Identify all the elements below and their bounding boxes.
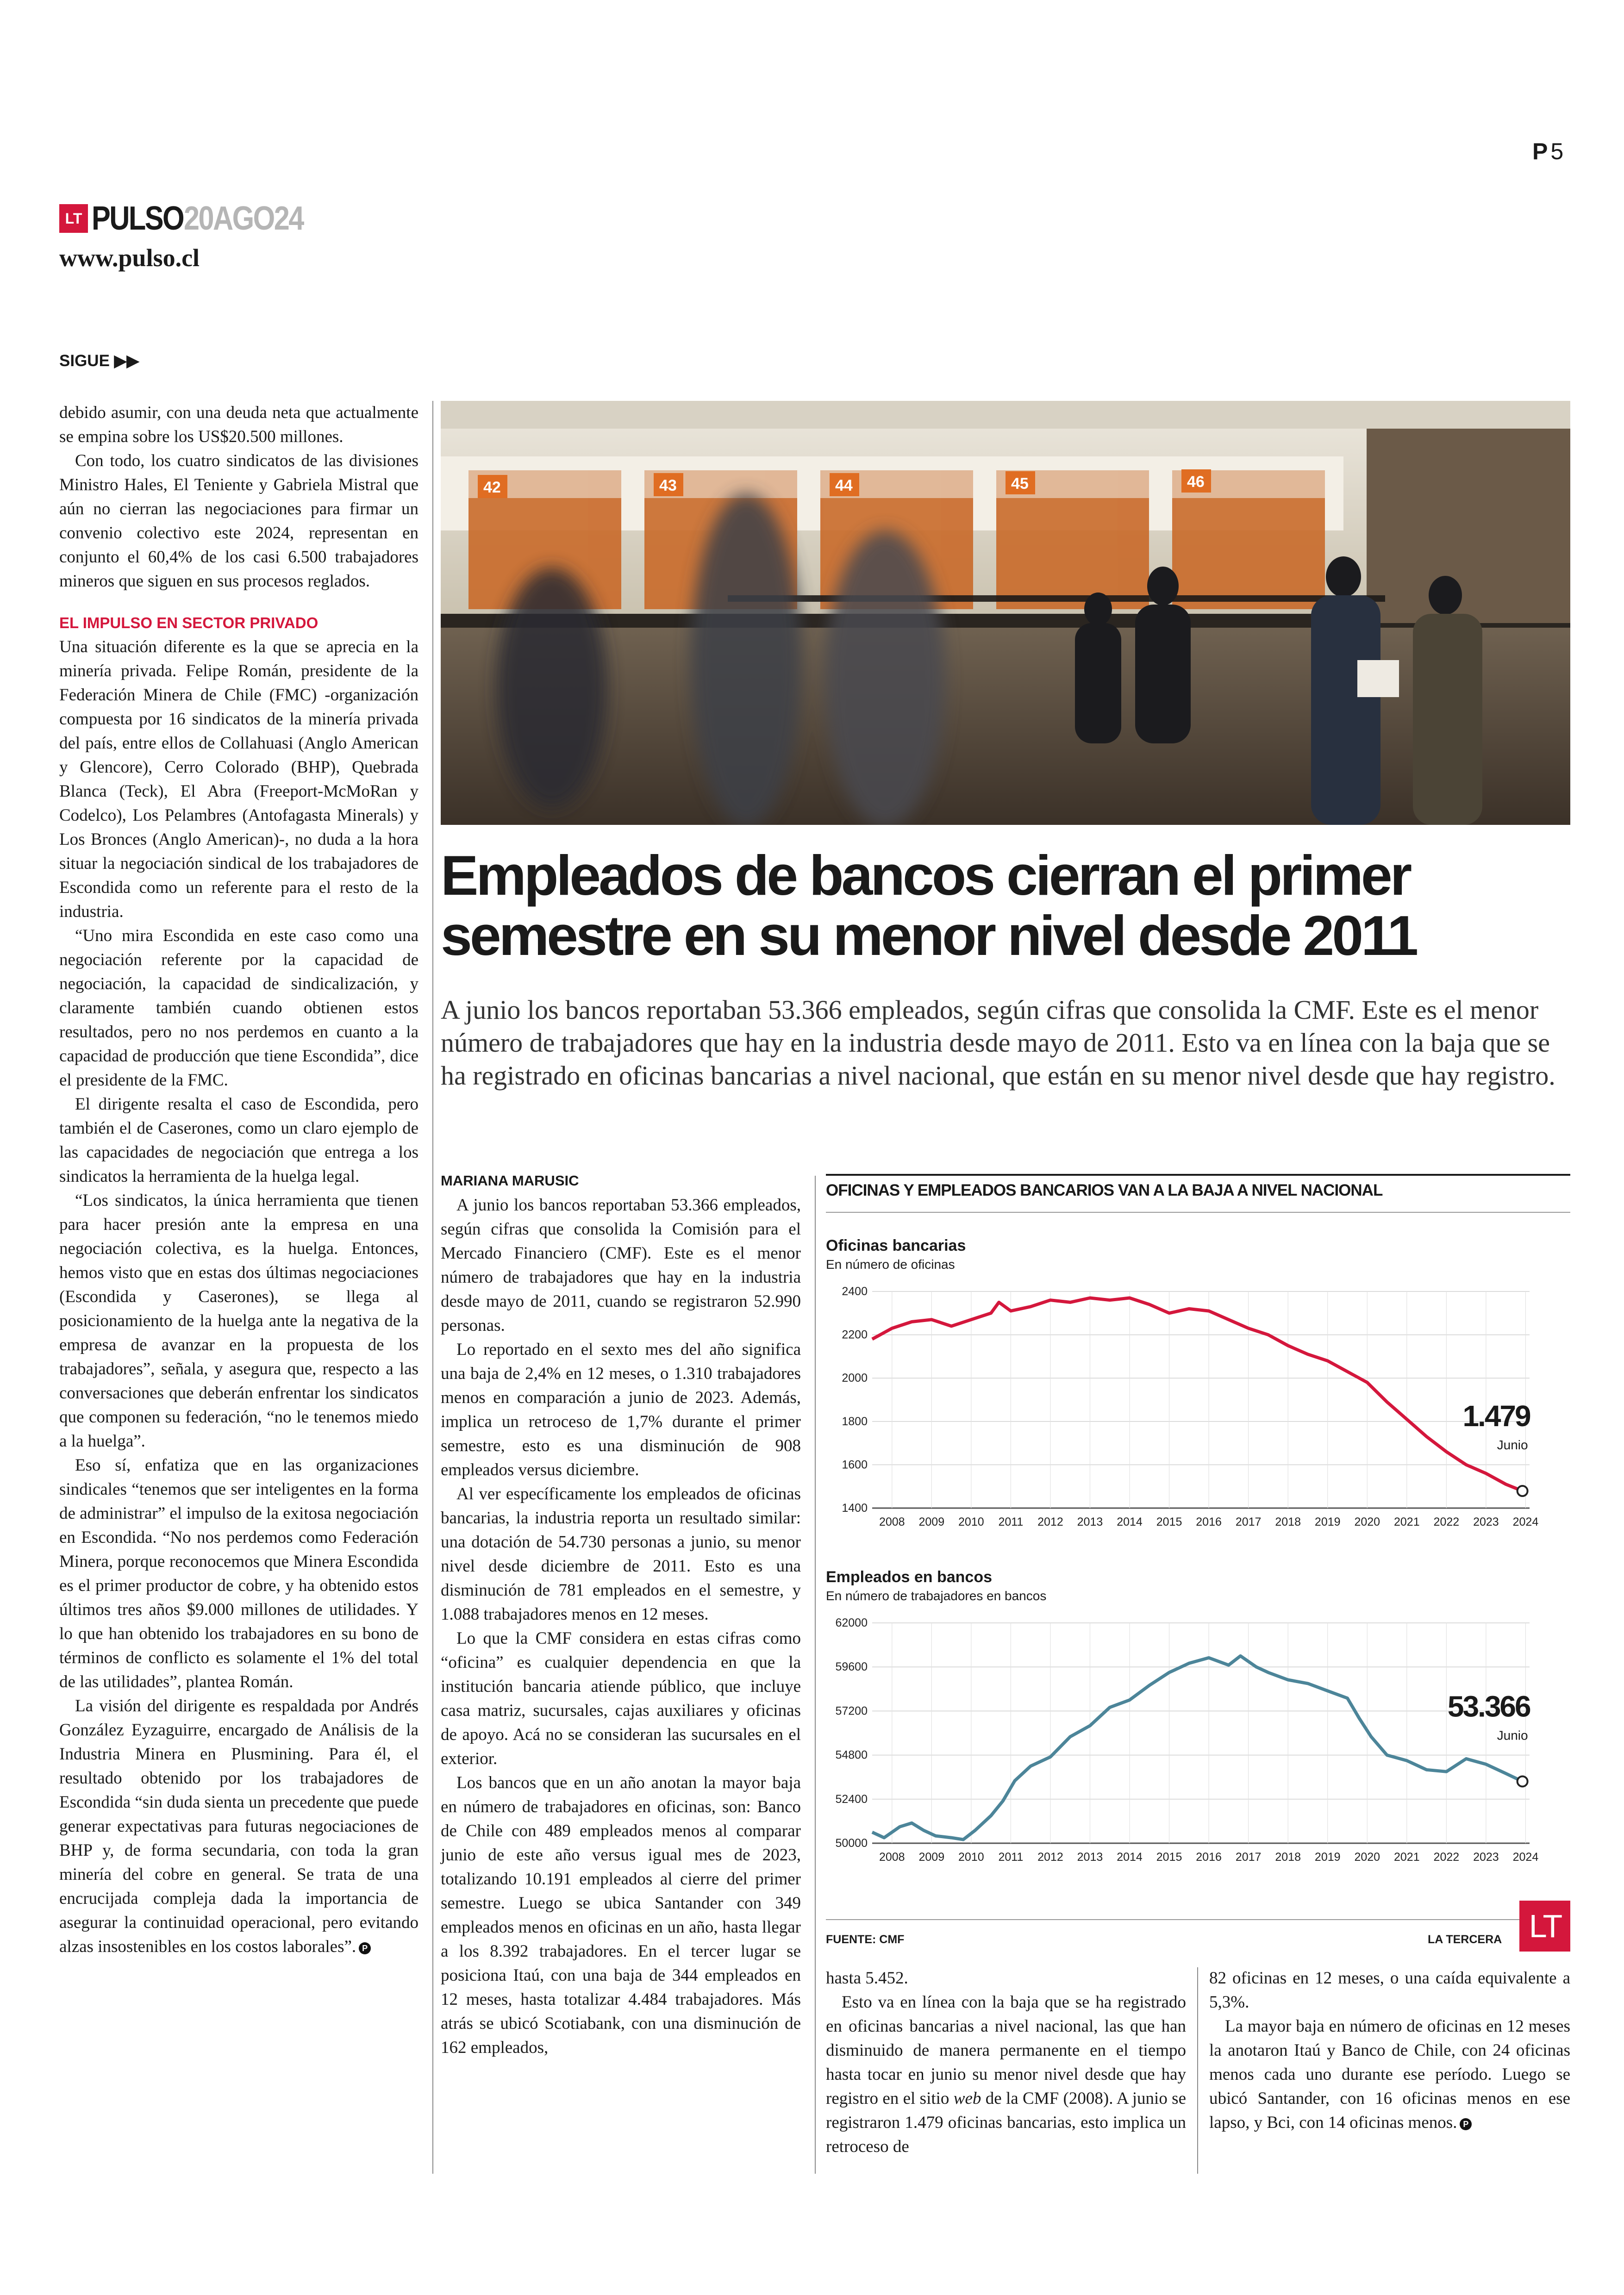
- column-3-text-a: Esto va en línea con la baja que se ha registrado en oficinas bancarias a nivel nacional, las que han disminuido de manera permanente en el tiempo hasta tocar en junio su menor nivel desde que hay registro en el sitio: [826, 1993, 1186, 2108]
- x-tick-label: 2010: [958, 1515, 984, 1528]
- left-paragraph-1: Con todo, los cuatro sindicatos de las divisiones Ministro Hales, El Teniente y Gabriela Mistral que aún no cierran las negociaciones para firmar un convenio colectivo este 2024, representan en conjunto el 60,4% de los casi 6.500 trabajadores mineros que siguen en sus procesos reglados.: [59, 451, 418, 591]
- window-number: 42: [483, 479, 501, 496]
- x-tick-label: 2014: [1117, 1851, 1143, 1864]
- article-headline: Empleados de bancos cierran el primer semestre en su menor nivel desde 2011: [441, 844, 1417, 967]
- x-tick-label: 2010: [958, 1851, 984, 1864]
- left-paragraph-7: [59, 1694, 418, 1959]
- infographic: [826, 1174, 1570, 1955]
- article-column-2: [441, 1170, 801, 2060]
- sigue-label: SIGUE ▶▶: [59, 352, 139, 370]
- end-mark-icon: P: [1460, 2118, 1472, 2130]
- left-paragraph-3: “Uno mira Escondida en este caso como una negociación referente por la capacidad de negociación, la capacidad de sindicalización, y claramente también cuando obtienen estos resultados, pero no nos perdemos en cuanto a la capacidad de producción que tiene Escondida”, dice el presidente de la FMC.: [59, 926, 418, 1090]
- infographic-credit: LA TERCERA: [1428, 1933, 1502, 1946]
- x-tick-label: 2009: [918, 1515, 945, 1528]
- column-3-italic: web: [953, 2089, 981, 2108]
- lt-logo: LT: [59, 204, 88, 233]
- page-number-prefix: P: [1532, 138, 1548, 164]
- x-tick-label: 2020: [1354, 1515, 1380, 1528]
- page-number-value: 5: [1550, 138, 1564, 164]
- chart-2-title: Empleados en bancos: [826, 1568, 992, 1586]
- column-2-divider: [815, 1176, 816, 2174]
- column-4-paragraph-1-text: La mayor baja en número de oficinas en 12 meses la anotaron Itaú y Banco de Chile, con 24 oficinas menos cada uno durante ese período. Luego se ubicó Santander, con 16 oficinas menos en ese lapso, y Bci, con 14 oficinas menos.: [1209, 2017, 1570, 2132]
- y-tick-label: 52400: [835, 1792, 868, 1806]
- x-tick-label: 2013: [1077, 1851, 1103, 1864]
- x-tick-label: 2019: [1314, 1851, 1341, 1864]
- x-tick-label: 2012: [1037, 1515, 1063, 1528]
- last-value-caption: Junio: [1497, 1728, 1528, 1743]
- masthead: [59, 200, 324, 237]
- series-line: [872, 1656, 1523, 1840]
- y-tick-label: 2400: [842, 1285, 868, 1298]
- x-tick-label: 2014: [1117, 1515, 1143, 1528]
- chart-2-subtitle: En número de trabajadores en bancos: [826, 1589, 1047, 1603]
- y-tick-label: 54800: [835, 1748, 868, 1762]
- y-tick-label: 2000: [842, 1372, 868, 1385]
- last-value-label: 1.479: [1462, 1399, 1530, 1433]
- y-tick-label: 1600: [842, 1458, 868, 1472]
- chart-1-title: Oficinas bancarias: [826, 1237, 966, 1254]
- page-number: [1532, 138, 1563, 165]
- article-paragraph-3: Lo que la CMF considera en estas cifras como “oficina” es cualquier dependencia en que la institución bancaria atiende público, que incluye casa matriz, sucursales, cajas auxiliares y oficinas de apoyo. Acá no se consideran las sucursales en el exterior.: [441, 1629, 801, 1768]
- chart-oficinas: [826, 1285, 1570, 1531]
- y-tick-label: 50000: [835, 1837, 868, 1850]
- x-tick-label: 2017: [1235, 1851, 1262, 1864]
- window-number: 46: [1187, 473, 1205, 491]
- chart-1-subtitle: En número de oficinas: [826, 1257, 955, 1272]
- la-tercera-logo: LT: [1519, 1901, 1570, 1952]
- y-tick-label: 62000: [835, 1616, 868, 1629]
- left-paragraph-5: “Los sindicatos, la única herramienta que tienen para hacer presión ante la empresa en una negociación colectiva, es la huelga. Entonces, hemos visto que en estas dos últimas negociaciones (Escondida y Caserones), se llega al posicionamiento de la huelga ante la negativa de la empresa de avanzar en la propuesta de los trabajadores”, señala, y asegura que, respecto a las conversaciones que deberán enfrentar los sindicatos que componen su federación, “no le tenemos miedo a la huelga”.: [59, 1191, 418, 1451]
- x-tick-label: 2008: [879, 1851, 905, 1864]
- site-url[interactable]: www.pulso.cl: [59, 244, 200, 272]
- x-tick-label: 2016: [1196, 1515, 1222, 1528]
- x-tick-label: 2020: [1354, 1851, 1380, 1864]
- x-tick-label: 2012: [1037, 1851, 1063, 1864]
- left-paragraph-7-text: La visión del dirigente es respaldada por Andrés González Eyzaguirre, encargado de Análisis de la Industria Minera en Plusmining. Para él, el resultado obtenido por los trabajadores de Escondida “sin duda sienta un precedente que puede generar expectativas para futuras negociaciones de BHP y, de forma secundaria, con toda la gran minería del cobre en general. Se trata de una encrucijada compleja dada la importancia de asegurar la continuidad operacional, pero evitando alzas insostenibles en los costos laborales”.: [59, 1696, 418, 1956]
- column-3-divider: [1197, 1967, 1198, 2174]
- article-column-3: [826, 1966, 1186, 2159]
- infographic-title: OFICINAS Y EMPLEADOS BANCARIOS VAN A LA BAJA A NIVEL NACIONAL: [826, 1181, 1383, 1199]
- column-4-paragraph-1: [1209, 2014, 1570, 2135]
- window-number: 43: [659, 477, 677, 494]
- x-tick-label: 2019: [1314, 1515, 1341, 1528]
- column-4-paragraph-0: 82 oficinas en 12 meses, o una caída equivalente a 5,3%.: [1209, 1969, 1570, 2012]
- end-mark-icon: P: [359, 1942, 371, 1954]
- x-tick-label: 2015: [1156, 1851, 1182, 1864]
- window-number: 44: [835, 477, 853, 494]
- x-tick-label: 2021: [1394, 1851, 1420, 1864]
- article-paragraph-4: Los bancos que en un año anotan la mayor baja en número de trabajadores en oficinas, son: Banco de Chile con 489 empleados menos al comparar junio de este año versus igual mes de 2023, totalizando 10.191 empleados al cierre del primer semestre. Luego se ubica Santander con 349 empleados menos en oficinas en un año, hasta llegar a los 8.392 trabajadores. En el tercer lugar se posiciona Itaú, con una baja de 344 empleados en 12 meses, hasta totalizar 4.484 trabajadores. Más atrás se ubicó Scotiabank, con una disminución de 162 empleados,: [441, 1773, 801, 2057]
- column-3-paragraph: [826, 1990, 1186, 2159]
- last-value-caption: Junio: [1497, 1438, 1528, 1453]
- x-tick-label: 2018: [1275, 1515, 1301, 1528]
- left-subhead: EL IMPULSO EN SECTOR PRIVADO: [59, 614, 319, 631]
- x-tick-label: 2017: [1235, 1515, 1262, 1528]
- article-column-4: [1209, 1966, 1570, 2135]
- left-column: [59, 401, 418, 1959]
- y-tick-label: 1800: [842, 1415, 868, 1428]
- infographic-top-rule: [826, 1174, 1570, 1176]
- issue-date: 20AGO24: [184, 200, 303, 237]
- left-column-divider: [432, 401, 433, 2174]
- window-number: 45: [1011, 475, 1029, 493]
- column-3-text-b: de la CMF (2008). A junio se registraron 1.479 oficinas bancarias, esto implica un retroceso de: [826, 2089, 1186, 2156]
- x-tick-label: 2011: [998, 1515, 1024, 1528]
- last-value-label: 53.366: [1447, 1690, 1530, 1723]
- left-paragraph-0: debido asumir, con una deuda neta que actualmente se empina sobre los US$20.500 millones.: [59, 403, 418, 446]
- y-tick-label: 59600: [835, 1660, 868, 1674]
- infographic-source: FUENTE: CMF: [826, 1933, 905, 1946]
- x-tick-label: 2008: [879, 1515, 905, 1528]
- y-tick-label: 2200: [842, 1328, 868, 1341]
- x-tick-label: 2009: [918, 1851, 945, 1864]
- byline: MARIANA MARUSIC: [441, 1172, 579, 1189]
- x-tick-label: 2018: [1275, 1851, 1301, 1864]
- x-tick-label: 2022: [1433, 1515, 1460, 1528]
- bank-photo: [441, 401, 1570, 825]
- infographic-title-rule: [826, 1212, 1570, 1213]
- article-paragraph-0: A junio los bancos reportaban 53.366 empleados, según cifras que consolida la Comisión para el Mercado Financiero (CMF). Este es el menor número de trabajadores que hay en la industria desde mayo de 2011, cuando se registraron 52.990 personas.: [441, 1196, 801, 1335]
- left-paragraph-6: Eso sí, enfatiza que en las organizaciones sindicales “tenemos que ser inteligentes en la forma de administrar” el impulso de la exitosa negociación en Escondida. “No nos perdemos como Federación Minera, porque reconocemos que Minera Escondida es el primer productor de cobre, y ha obtenido estos últimos tres años $9.000 millones de utilidades. Y lo que han obtenido los trabajadores en su bono de términos de conflicto es solamente el 1% del total de las utilidades”, plantea Román.: [59, 1456, 418, 1691]
- last-point-marker: [1518, 1486, 1528, 1496]
- article-paragraph-2: Al ver específicamente los empleados de oficinas bancarias, la industria reporta un resultado similar: una dotación de 54.730 personas a junio, su menor nivel desde diciembre de 2011. Esto es una disminución de 781 empleados en el semestre, y 1.088 trabajadores menos en 12 meses.: [441, 1484, 801, 1624]
- x-tick-label: 2015: [1156, 1515, 1182, 1528]
- x-tick-label: 2022: [1433, 1851, 1460, 1864]
- x-tick-label: 2024: [1512, 1851, 1539, 1864]
- x-tick-label: 2011: [998, 1851, 1024, 1864]
- x-tick-label: 2016: [1196, 1851, 1222, 1864]
- x-tick-label: 2021: [1394, 1515, 1420, 1528]
- left-paragraph-4: El dirigente resalta el caso de Escondida, pero también el de Caserones, como un claro ejemplo de las capacidades de negociación que entrega a los sindicatos la herramienta de la huelga legal.: [59, 1095, 418, 1186]
- y-tick-label: 57200: [835, 1704, 868, 1718]
- brand-name: PULSO: [92, 200, 184, 237]
- x-tick-label: 2013: [1077, 1515, 1103, 1528]
- left-paragraph-2: Una situación diferente es la que se aprecia en la minería privada. Felipe Román, presidente de la Federación Minera de Chile (FMC) -organización compuesta por 16 sindicatos de la minería privada del país, entre ellos de Collahuasi (Anglo American y Glencore), Cerro Colorado (BHP), Quebrada Blanca (Teck), El Abra (Freeport-McMoRan y Codelco), Los Pelambres (Antofagasta Minerals) y Los Bronces (Anglo American)-, no duda a la hora situar la negociación sindical de los trabajadores de Escondida como un referente para el resto de la industria.: [59, 637, 418, 921]
- series-line: [872, 1298, 1523, 1491]
- x-tick-label: 2024: [1512, 1515, 1539, 1528]
- bank-photo-illustration: [441, 401, 1570, 825]
- last-point-marker: [1518, 1776, 1528, 1786]
- chart-empleados: [826, 1616, 1570, 1866]
- column-3-carryover: hasta 5.452.: [826, 1969, 908, 1988]
- y-tick-label: 1400: [842, 1502, 868, 1515]
- article-deck: A junio los bancos reportaban 53.366 empleados, según cifras que consolida la CMF. Este es el menor número de trabajadores que hay en la industria desde mayo de 2011. Esto va en línea con la baja que se ha registrado en oficinas bancarias a nivel nacional, que están en su menor nivel desde que hay registro.: [441, 995, 1555, 1091]
- x-tick-label: 2023: [1473, 1851, 1499, 1864]
- article-paragraph-1: Lo reportado en el sexto mes del año significa una baja de 2,4% en 12 meses, o 1.310 trabajadores menos en comparación a junio de 2023. Además, implica un retroceso de 1,7% durante el primer semestre, esto es una disminución de 908 empleados versus diciembre.: [441, 1340, 801, 1479]
- x-tick-label: 2023: [1473, 1515, 1499, 1528]
- infographic-bottom-rule: [826, 1919, 1520, 1920]
